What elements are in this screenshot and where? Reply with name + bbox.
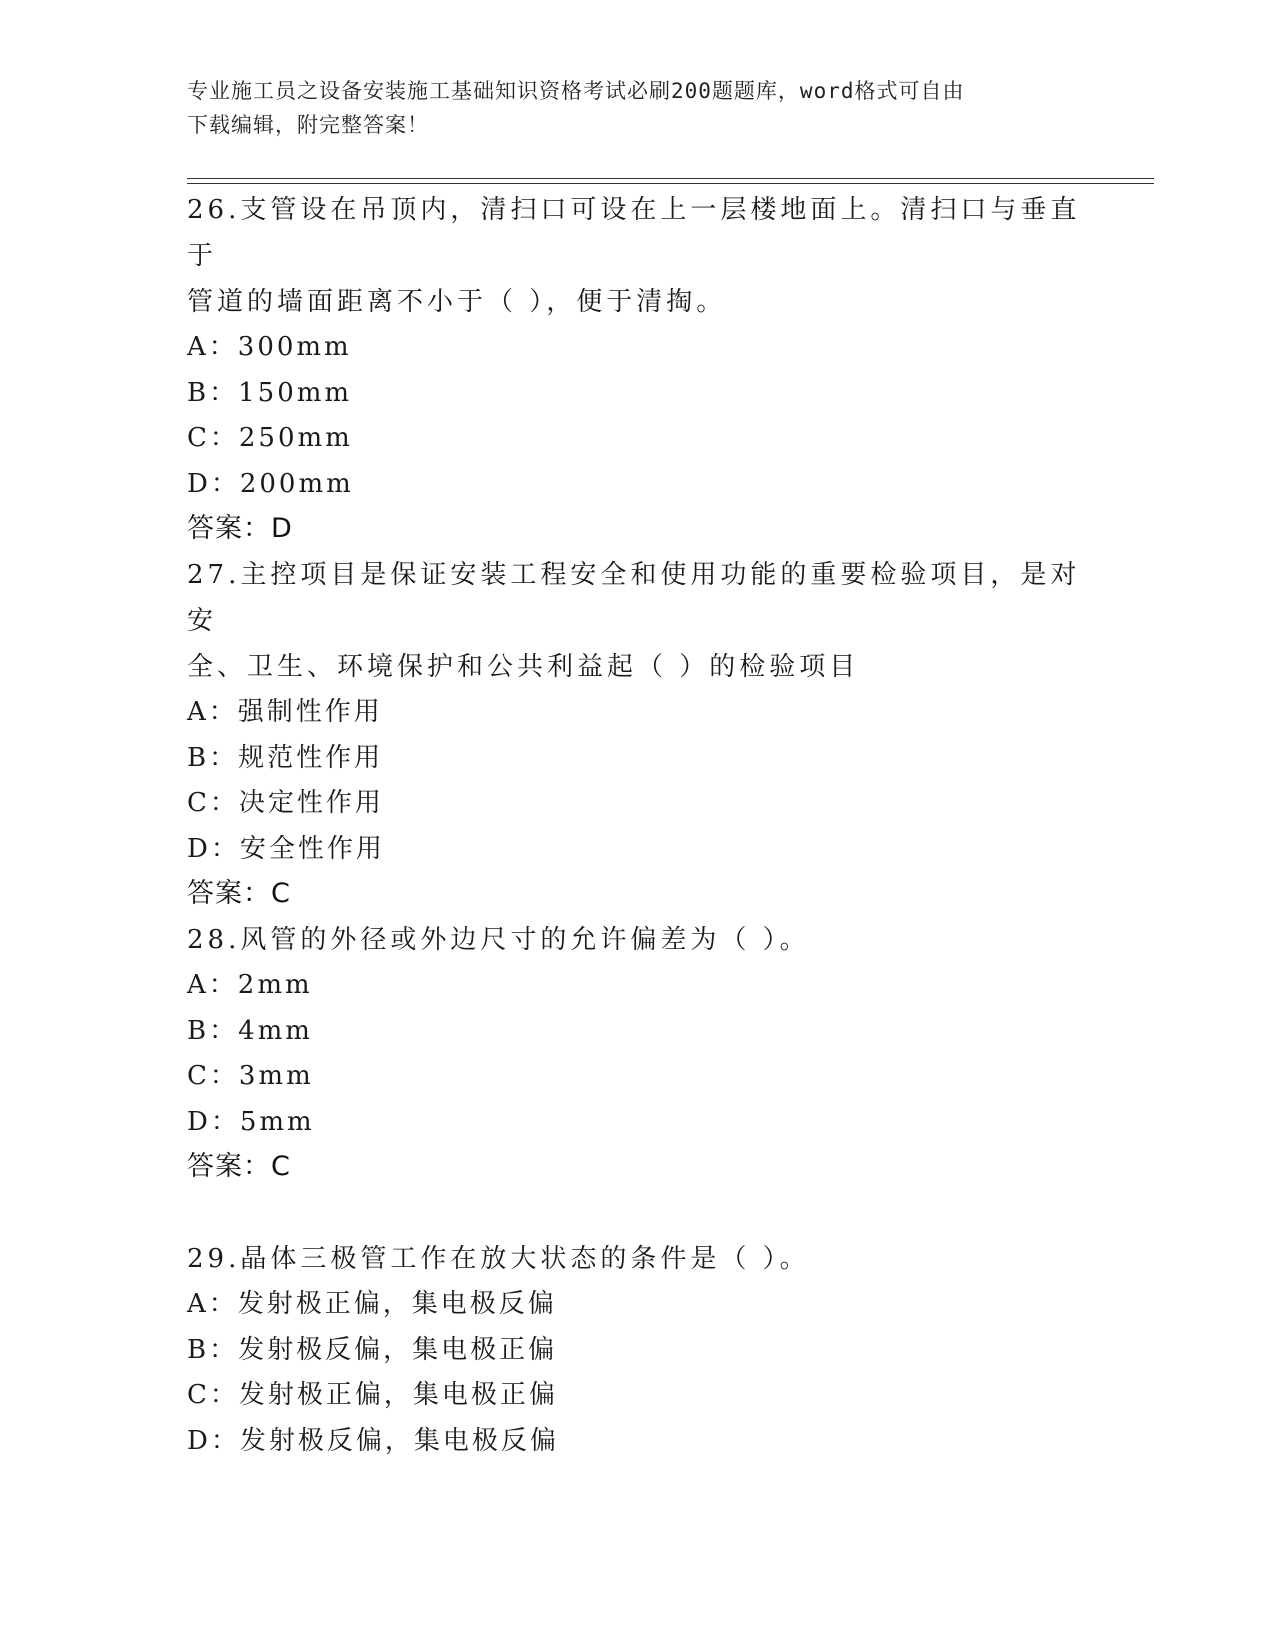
header-line-1: 专业施工员之设备安装施工基础知识资格考试必刷200题题库，word格式可自由: [187, 79, 965, 103]
answer-label: 答案：C: [187, 1151, 291, 1182]
option-a: A：2mm: [187, 970, 313, 1000]
question-26: [187, 187, 1087, 551]
answer-label: 答案：D: [187, 513, 293, 544]
option-b: B：规范性作用: [187, 742, 384, 773]
option-a: A：发射极正偏，集电极反偏: [187, 1289, 557, 1319]
option-b: B：150mm: [187, 377, 353, 408]
question-stem-line-1: 26.支管设在吊顶内，清扫口可设在上一层楼地面上。清扫口与垂直于: [187, 195, 1081, 271]
question-stem-line-1: 28.风管的外径或外边尺寸的允许偏差为（ ）。: [187, 925, 810, 955]
answer-label: 答案：C: [187, 878, 291, 909]
question-27: [187, 552, 1087, 916]
question-stem-line-1: 27.主控项目是保证安装工程安全和使用功能的重要检验项目，是对安: [187, 560, 1081, 636]
header-divider-top: [187, 178, 1154, 179]
option-d: D：5mm: [187, 1106, 315, 1137]
option-d: D：安全性作用: [187, 833, 385, 864]
question-28: [187, 917, 1087, 1189]
option-b: B：发射极反偏，集电极正偏: [187, 1334, 558, 1365]
option-c: C：发射极正偏，集电极正偏: [187, 1380, 558, 1410]
option-c: C：3mm: [187, 1061, 314, 1091]
question-stem-line-2: 全、卫生、环境保护和公共利益起（ ）的检验项目: [187, 652, 860, 682]
option-a: A：强制性作用: [187, 697, 383, 727]
header-line-2: 下载编辑，附完整答案！: [187, 113, 429, 137]
option-a: A：300mm: [187, 332, 352, 362]
option-d: D：发射极反偏，集电极反偏: [187, 1425, 559, 1456]
option-d: D：200mm: [187, 468, 354, 499]
document-header: [187, 74, 1067, 142]
header-divider-bottom: [187, 183, 1154, 184]
option-c: C：决定性作用: [187, 788, 384, 818]
question-stem-line-2: 管道的墙面距离不小于（ ），便于清掏。: [187, 287, 727, 317]
option-c: C：250mm: [187, 423, 353, 453]
question-stem-line-1: 29.晶体三极管工作在放大状态的条件是（ ）。: [187, 1244, 810, 1274]
option-b: B：4mm: [187, 1015, 313, 1046]
question-29: [187, 1236, 1087, 1464]
